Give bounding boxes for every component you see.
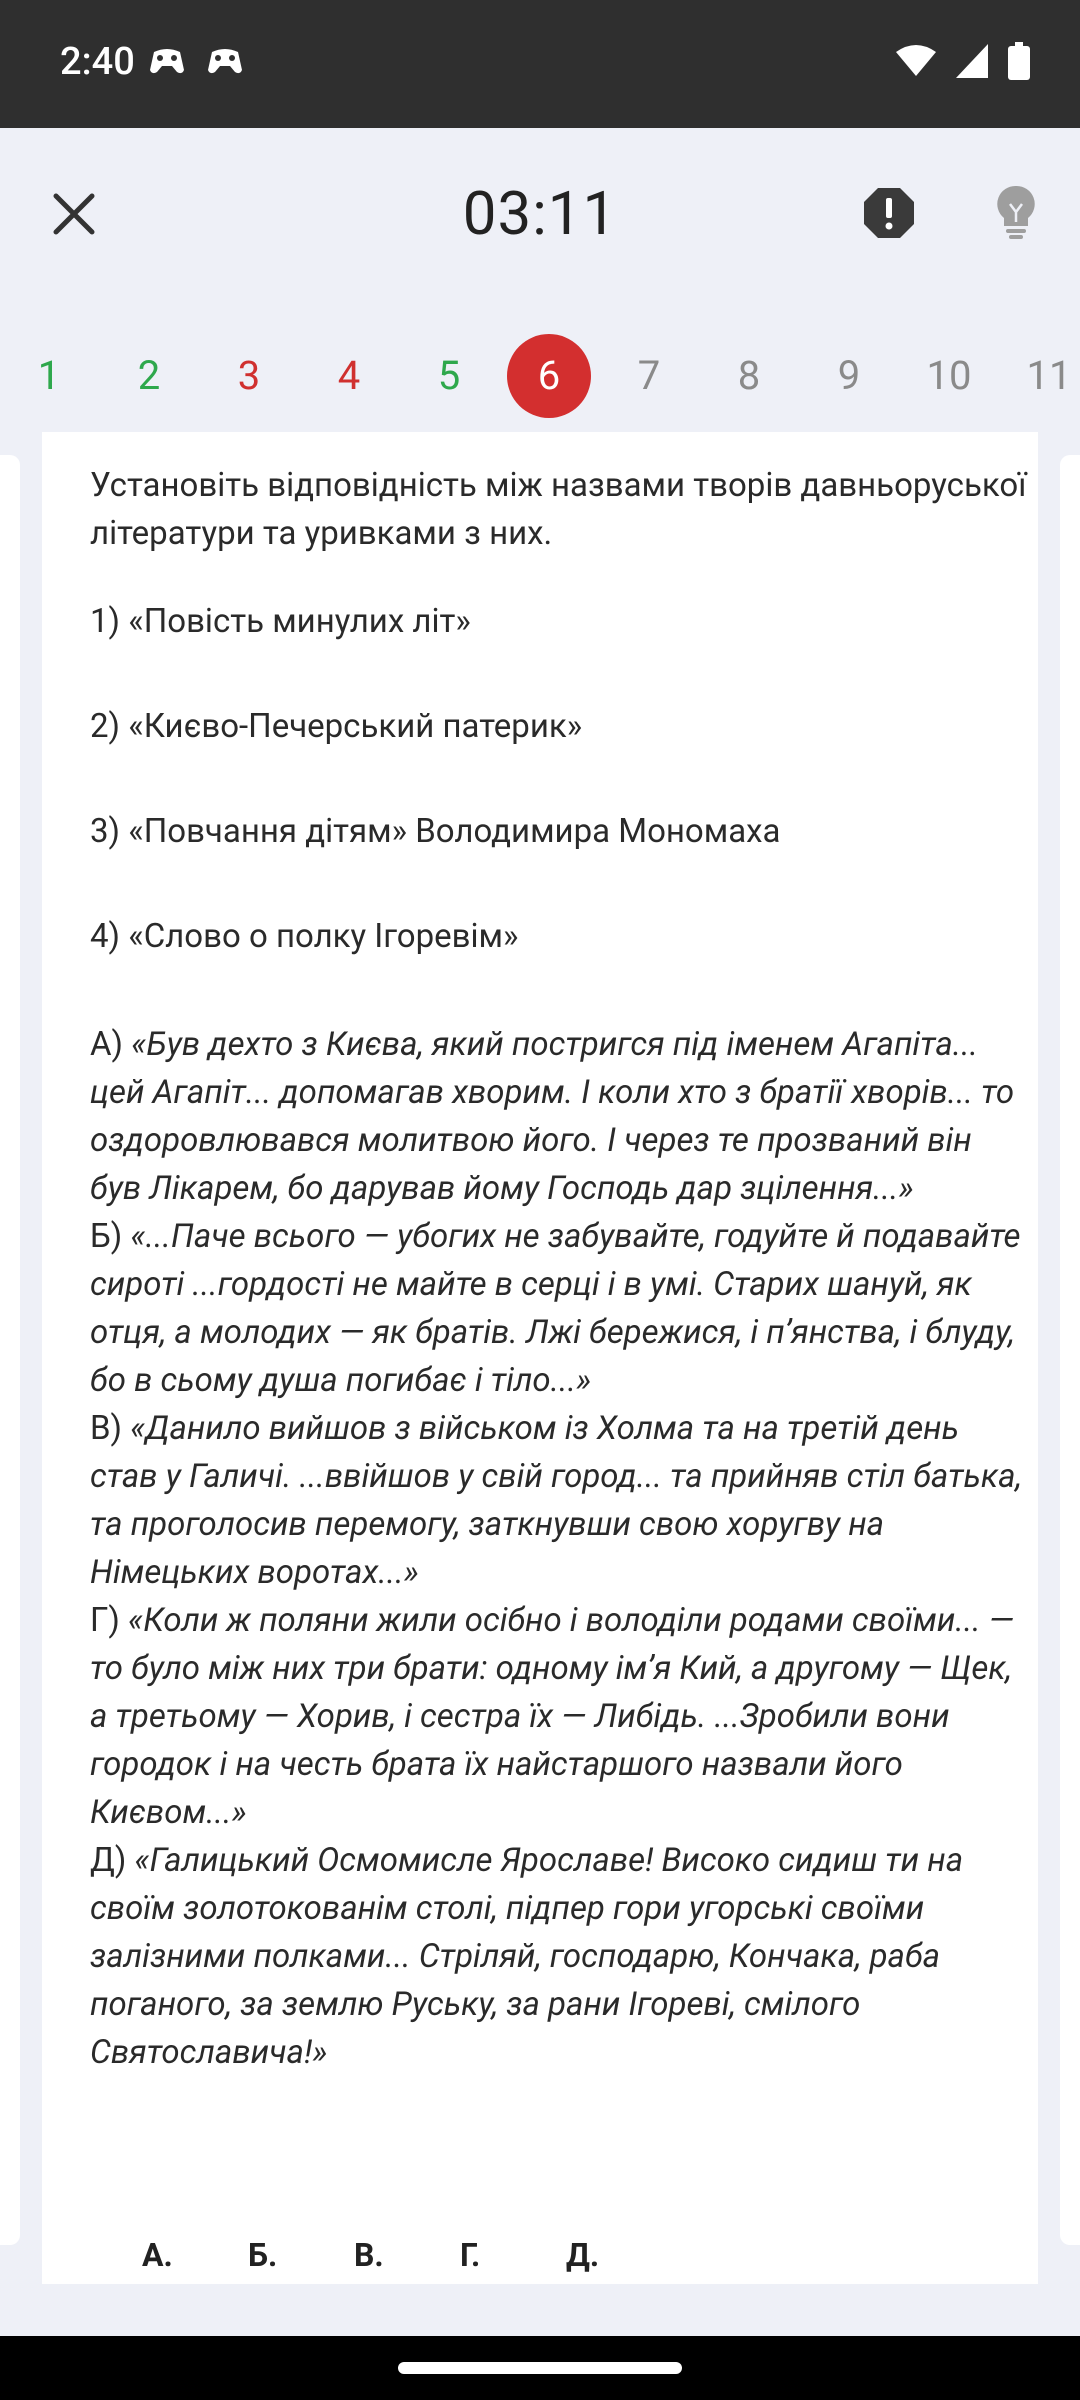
passage-letter: Г) (90, 1601, 129, 1640)
question-content (90, 462, 1030, 2077)
question-number-10[interactable]: 10 (926, 352, 972, 399)
answer-column-v: В. (354, 2236, 384, 2274)
passage-letter: Д) (90, 1841, 135, 1880)
report-problem-icon[interactable] (862, 186, 916, 240)
lightbulb-icon[interactable] (992, 184, 1040, 240)
status-bar (0, 0, 1080, 128)
passage-v (90, 1405, 1030, 1597)
passage-letter: В) (90, 1409, 131, 1448)
passage-quote: «...Паче всього — убогих не забувайте, годуйте й подавайте сироті ...гордості не майте в серці і в умі. Старих шануй, як отця, а молодих — як братів. Лжі бережися, і п’янства, і блуду, бо в сьому душа погибає і тіло...» (90, 1217, 1021, 1400)
question-number-4[interactable]: 4 (337, 352, 361, 399)
passage-letter: А) (90, 1025, 132, 1064)
answer-grid-header (142, 2236, 672, 2274)
signal-icon (956, 44, 988, 78)
previous-question-card[interactable] (0, 455, 20, 2245)
work-option-1: 1) «Повість минулих літ» (90, 602, 471, 641)
answer-column-a: А. (142, 2236, 173, 2274)
question-number-11[interactable]: 11 (1026, 352, 1072, 399)
answer-column-g: Г. (460, 2236, 481, 2274)
question-number-2[interactable]: 2 (137, 352, 161, 399)
passage-a (90, 1021, 1030, 1213)
work-option-2: 2) «Києво-Печерський патерик» (90, 707, 583, 746)
work-option-3: 3) «Повчання дітям» Володимира Мономаха (90, 812, 781, 851)
wifi-icon (896, 44, 936, 78)
home-gesture-pill[interactable] (398, 2362, 682, 2374)
question-number-6-current[interactable]: 6 (507, 334, 591, 418)
passage-b (90, 1213, 1030, 1405)
game-controller-icon (206, 44, 244, 78)
question-number-3[interactable]: 3 (237, 352, 261, 399)
status-icons (896, 42, 1030, 80)
passage-letter: Б) (90, 1217, 131, 1256)
passage-quote: «Галицький Осмомисле Ярославе! Високо сидиш ти на своїм золотокованім столі, підпер гори угорські своїми залізними полками... Стріляй, господарю, Кончака, раба поганого, за землю Руську, за рани Ігореві, смілого Святославича!» (90, 1841, 964, 2072)
passage-g (90, 1597, 1030, 1837)
question-card (42, 432, 1038, 2284)
question-number-1[interactable]: 1 (37, 352, 61, 399)
question-number-5[interactable]: 5 (437, 352, 461, 399)
answer-column-b: Б. (248, 2236, 278, 2274)
question-text: Установіть відповідність між назвами творів давньоруської літератури та уривками з них. (90, 466, 1027, 553)
answer-column-d: Д. (566, 2236, 600, 2274)
timer: 03:11 (462, 178, 618, 249)
passage-quote: «Данило вийшов з військом із Холма та на третій день став у Галичі. ...ввійшов у свій город... та прийняв стіл батька, та проголосив перемогу, заткнувши свою хоругву на Німецьких воротах...» (90, 1409, 1022, 1592)
app-header (0, 128, 1080, 318)
passage-quote: «Коли ж поляни жили осібно і володіли родами своїми... — то було між них три брати: одному ім’я Кий, а другому — Щек, а третьому — Хорив, і сестра їх — Либідь. ...Зробили вони городок і на честь брата їх найстаршого назвали його Києвом...» (90, 1601, 1014, 1832)
question-number-9[interactable]: 9 (837, 352, 861, 399)
passage-d (90, 1837, 1030, 2077)
game-controller-icon (148, 44, 186, 78)
question-number-7[interactable]: 7 (637, 352, 661, 399)
battery-icon (1008, 42, 1030, 80)
work-option-4: 4) «Слово о полку Ігоревім» (90, 917, 519, 956)
status-time: 2:40 (60, 40, 135, 84)
passages-list (90, 1021, 1030, 2077)
next-question-card[interactable] (1060, 455, 1080, 2245)
passage-quote: «Був дехто з Києва, який постригся під іменем Агапіта... цей Агапіт... допомагав хворим. І коли хто з братії хворів... то оздоровлювався молитвою його. І через те прозваний він був Лікарем, бо дарував йому Господь дар зцілення...» (90, 1025, 1015, 1208)
question-navigator (0, 330, 1080, 420)
question-number-8[interactable]: 8 (737, 352, 761, 399)
